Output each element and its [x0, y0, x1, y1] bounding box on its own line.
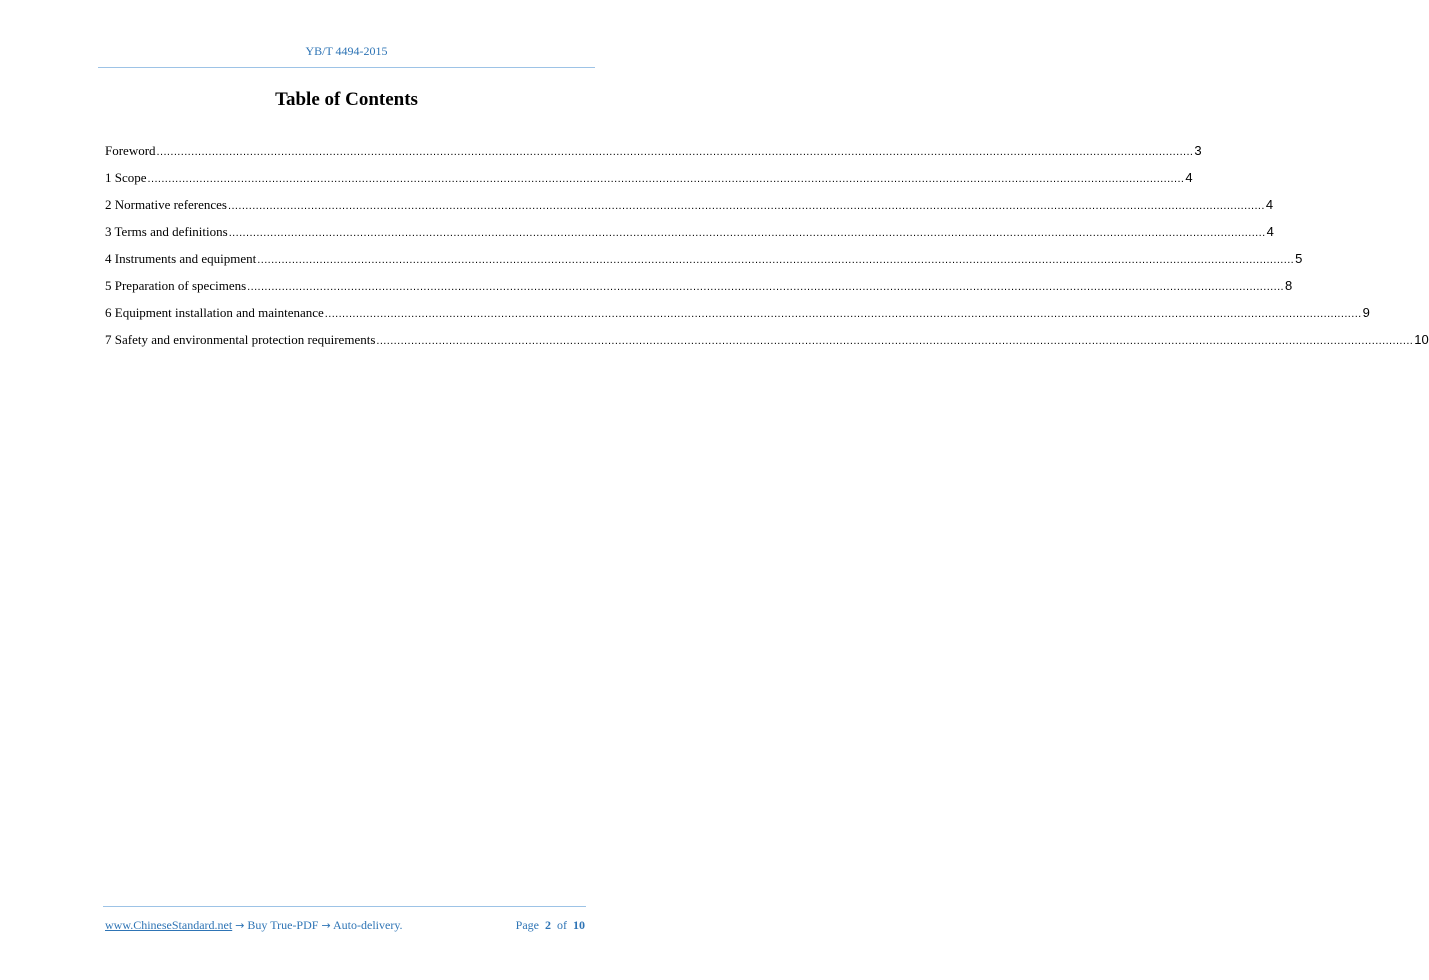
toc-entry-label: 1 Scope	[105, 170, 147, 185]
toc-leader-dots: ............................................................................................................................................................................................................................................................................................................	[257, 254, 1295, 266]
toc-entry-page: 5	[1295, 251, 1303, 266]
toc-entry-page: 4	[1266, 224, 1274, 239]
toc-leader-dots: ............................................................................................................................................................................................................................................................................................................	[376, 335, 1414, 347]
arrow-right-icon: →	[235, 919, 245, 932]
toc-entry-foreword[interactable]	[105, 143, 1202, 170]
toc-entry-terms-definitions[interactable]	[105, 224, 1274, 251]
toc-entry-label: 4 Instruments and equipment	[105, 251, 257, 266]
toc-entry-page: 3	[1194, 143, 1202, 158]
toc-entry-label: 7 Safety and environmental protection requirements	[105, 332, 376, 347]
toc-leader-dots: ............................................................................................................................................................................................................................................................................................................	[228, 200, 1265, 212]
toc-entry-label: 6 Equipment installation and maintenance	[105, 305, 324, 320]
page-word: Page	[515, 918, 539, 932]
table-of-contents	[105, 143, 1429, 359]
toc-leader-dots: ............................................................................................................................................................................................................................................................................................................	[228, 227, 1266, 239]
buy-pdf-text: Buy True-PDF	[247, 918, 319, 932]
toc-entry-page: 4	[1265, 197, 1274, 212]
page-title: Table of Contents	[275, 89, 418, 110]
toc-entry-page: 9	[1362, 305, 1370, 320]
footer-divider	[103, 906, 586, 907]
toc-entry-page: 10	[1414, 332, 1429, 347]
toc-entry-page: 8	[1285, 278, 1293, 293]
total-pages-number: 10	[573, 918, 585, 932]
of-word: of	[557, 918, 567, 932]
toc-leader-dots: ............................................................................................................................................................................................................................................................................................................	[247, 281, 1285, 293]
toc-entry-label: 2 Normative references	[105, 197, 227, 212]
toc-entry-label: 5 Preparation of specimens	[105, 278, 247, 293]
toc-entry-label: Foreword	[105, 143, 156, 158]
toc-entry-page: 4	[1185, 170, 1193, 185]
page-indicator	[516, 918, 585, 933]
toc-entry-label: 3 Terms and definitions	[105, 224, 228, 239]
toc-entry-preparation-specimens[interactable]	[105, 278, 1293, 305]
auto-delivery-text: Auto-delivery.	[333, 918, 403, 932]
header-divider	[98, 67, 595, 68]
footer-promo	[105, 918, 403, 933]
toc-entry-safety-environmental[interactable]	[105, 332, 1429, 359]
site-link[interactable]: www.ChineseStandard.net	[105, 918, 233, 932]
arrow-right-icon: →	[321, 919, 331, 932]
toc-entry-normative-references[interactable]	[105, 197, 1274, 224]
toc-entry-scope[interactable]	[105, 170, 1193, 197]
page-header-code: YB/T 4494-2015	[305, 44, 388, 58]
toc-leader-dots: ............................................................................................................................................................................................................................................................................................................	[147, 173, 1185, 185]
toc-entry-instruments-equipment[interactable]	[105, 251, 1303, 278]
current-page-number: 2	[545, 918, 551, 932]
toc-leader-dots: ............................................................................................................................................................................................................................................................................................................	[156, 146, 1194, 158]
toc-leader-dots: ............................................................................................................................................................................................................................................................................................................	[324, 308, 1362, 320]
toc-entry-equipment-installation[interactable]	[105, 305, 1370, 332]
